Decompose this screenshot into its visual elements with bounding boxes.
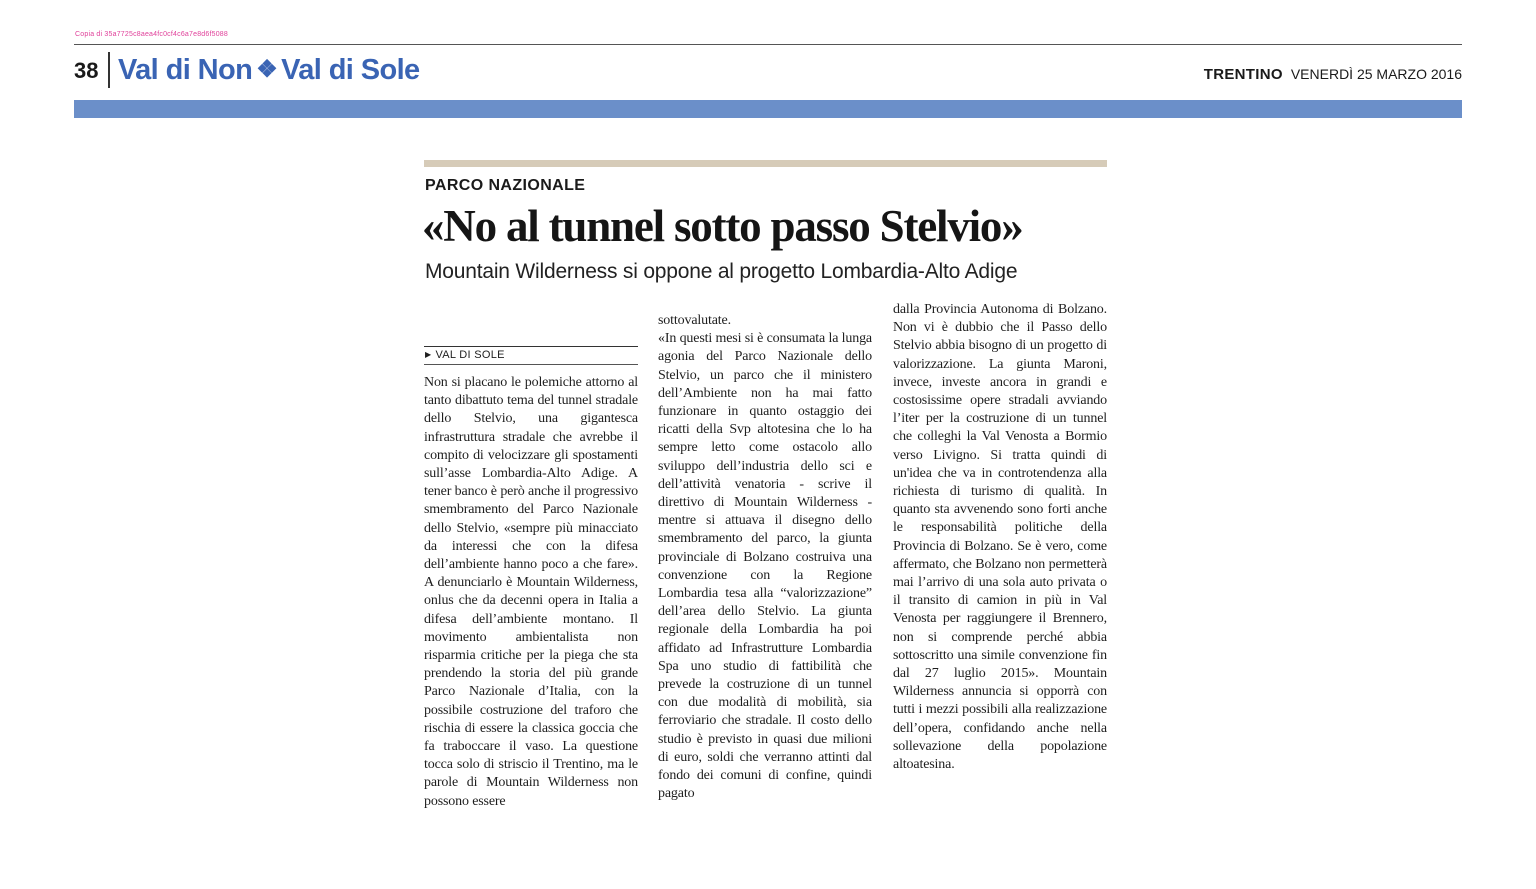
article-column-1 [424, 346, 638, 811]
byline [424, 346, 638, 365]
section-separator-icon: ❖ [256, 56, 278, 83]
column-2-continuation: sottovalutate. [658, 313, 731, 328]
copy-notice: Copia di 35a7725c8aea4fc0cf4c6a7e8d6f5088 [75, 31, 228, 38]
page-number: 38 [74, 58, 99, 83]
section-left: Val di Non [118, 54, 253, 86]
newspaper-name: TRENTINO [1203, 66, 1283, 83]
masthead [1204, 66, 1462, 83]
section-color-bar [74, 100, 1462, 118]
issue-date: VENERDÌ 25 MARZO 2016 [1290, 66, 1462, 82]
article-top-rule [424, 160, 1107, 167]
column-2-text: «In questi mesi si è consumata la lunga agonia del Parco Nazionale dello Stelvio, un parco che il ministero dell’Ambiente non ha mai fatto funzionare in quanto ostaggio dei ricatti della Svp altotesina che lo ha sempre letto come ostacolo allo sviluppo dell’industria dello sci e dell’attività venatoria - scrive il direttivo di Mountain Wilderness - mentre si attuava il disegno dello smembramento del parco, la giunta provinciale di Bolzano costruiva una convenzione con la Regione Lombardia tesa alla “valorizzazione” dell’area dello Stelvio. La giunta regionale della Lombardia ha poi affidato ad Infrastrutture Lombardia Spa uno studio di fattibilità che prevede la costruzione di un tunnel con due modalità di mobilità, sia ferroviario che stradale. Il costo dello studio è previsto in quasi due milioni di euro, soldi che verranno attinti dal fondo dei comuni di confine, quindi pagato [658, 331, 872, 802]
article-column-3 [893, 301, 1107, 774]
byline-location: VAL DI SOLE [435, 349, 505, 361]
article-kicker: PARCO NAZIONALE [425, 177, 586, 194]
top-rule [74, 44, 1462, 45]
article-subheadline: Mountain Wilderness si oppone al progetto Lombardia-Alto Adige [425, 260, 1018, 283]
page-number-divider [108, 52, 110, 88]
section-title [118, 54, 420, 87]
column-1-text: Non si placano le polemiche attorno al tanto dibattuto tema del tunnel stradale dello Stelvio, una gigantesca infrastruttura stradale che avrebbe il compito di velocizzare gli spostamenti sull’asse Lombardia-Alto Adige. A tener banco è però anche il progressivo smembramento del Parco Nazionale dello Stelvio, «sempre più minacciato da interessi che con la difesa dell’ambiente hanno poco a che fare». A denunciarlo è Mountain Wilderness, onlus che da decenni opera in Italia a difesa dell’ambiente montano. Il movimento ambientalista non risparmia critiche per la piega che sta prendendo la storia del più grande Parco Nazionale d’Italia, con la possibile costruzione del traforo che rischia di essere la classica goccia che fa traboccare il vaso. La questione tocca solo di striscio il Trentino, ma le parole di Mountain Wilderness non possono essere [424, 375, 638, 809]
article-headline: «No al tunnel sotto passo Stelvio» [422, 201, 1023, 251]
column-3-text: dalla Provincia Autonoma di Bolzano. Non vi è dubbio che il Passo dello Stelvio abbia bisogno di un progetto di valorizzazione. La giunta Maroni, invece, investe ancora in grandi e costosissime opere stradali avviando l’iter per la costruzione di un tunnel che colleghi la Val Venosta a Bormio verso Livigno. Si tratta quindi di un'idea che va in controtendenza alla richiesta di turismo di qualità. In quanto sta avvenendo sono forti anche le responsabilità politiche della Provincia di Bolzano. Se è vero, come affermato, che Bolzano non permetterà mai l’arrivo di una sola auto privata o il transito di camion in più in Val Venosta per raggiungere il Brennero, non si comprende perché abbia sottoscritto una simile convenzione fin dal 27 luglio 2015». Mountain Wilderness annuncia si opporrà con tutti i mezzi possibili alla realizzazione dell’opera, confidando anche nella sollevazione della popolazione altoatesina. [893, 302, 1107, 773]
section-right: Val di Sole [281, 54, 420, 86]
article-column-2 [658, 312, 872, 803]
byline-triangle-icon: ▶ [425, 350, 432, 359]
